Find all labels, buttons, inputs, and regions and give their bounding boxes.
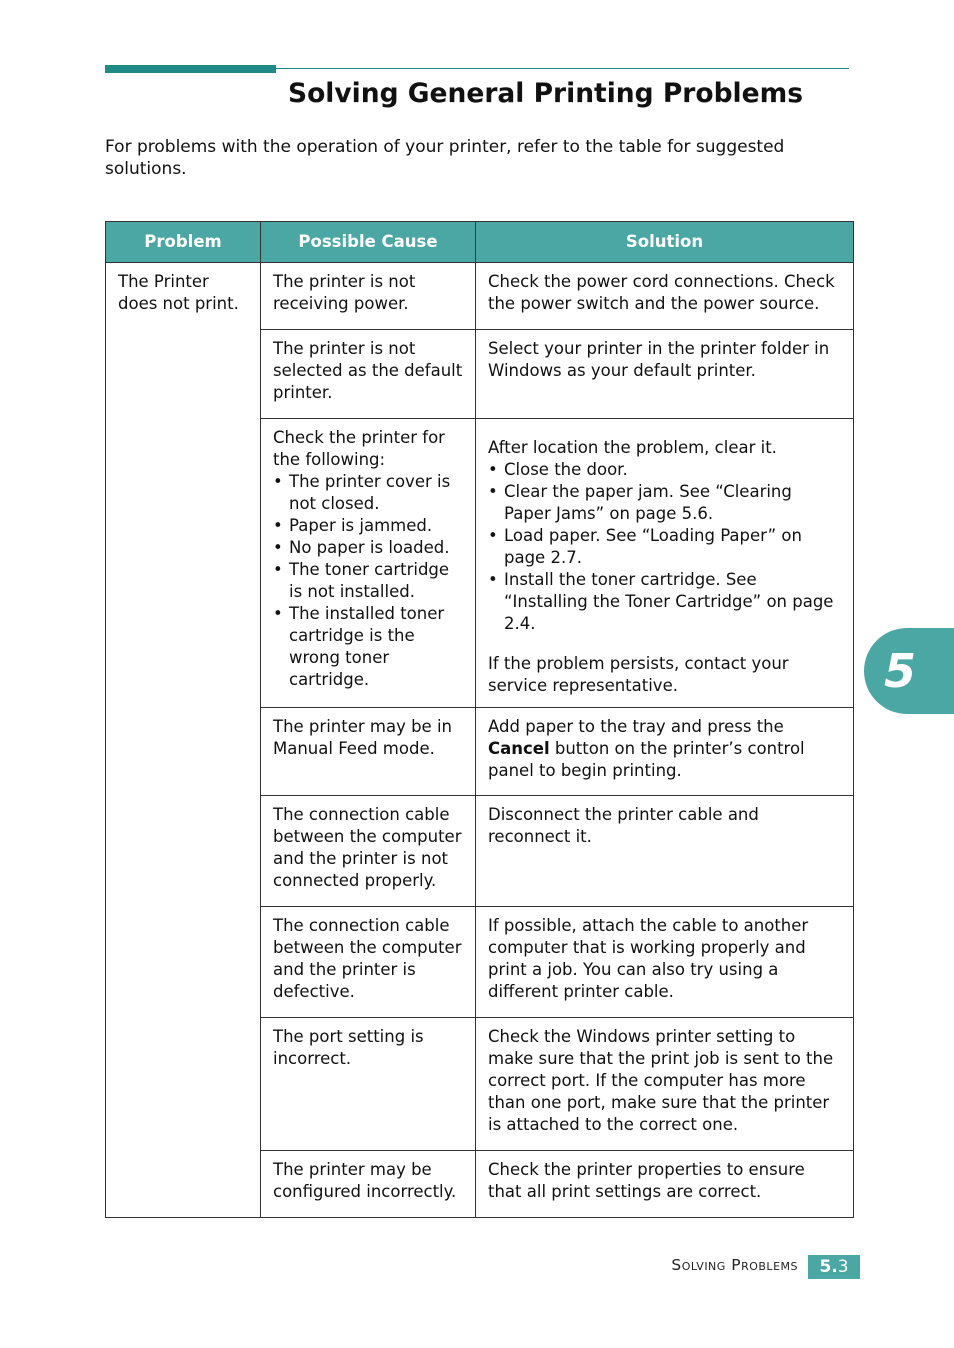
cause-intro: Check the printer for the following: <box>273 428 445 469</box>
chapter-tab: 5 <box>864 628 954 714</box>
cause-cell <box>261 419 476 708</box>
solution-list <box>488 459 841 635</box>
header-problem: Problem <box>106 222 261 263</box>
table-row <box>106 263 854 330</box>
solution-text-pre: Add paper to the tray and press the <box>488 717 784 736</box>
solution-cell: If possible, attach the cable to another computer that is working properly and print a job. You can also try using a different printer cable. <box>476 907 854 1018</box>
cause-cell: The printer is not selected as the default printer. <box>261 330 476 419</box>
header-possible-cause: Possible Cause <box>261 222 476 263</box>
list-item: • Close the door. <box>488 459 841 481</box>
cause-cell: The printer may be configured incorrectly. <box>261 1151 476 1218</box>
cause-cell: The printer is not receiving power. <box>261 263 476 330</box>
list-item: • No paper is loaded. <box>273 537 463 559</box>
footer-section-label: Solving Problems <box>671 1256 798 1274</box>
list-item: • Install the toner cartridge. See “Installing the Toner Cartridge” on page 2.4. <box>488 569 841 635</box>
problem-cell: The Printer does not print. <box>106 263 261 1218</box>
cause-cell: The printer may be in Manual Feed mode. <box>261 708 476 796</box>
list-item: • The toner cartridge is not installed. <box>273 559 463 603</box>
list-item: • Load paper. See “Loading Paper” on page 2.7. <box>488 525 841 569</box>
cause-cell: The port setting is incorrect. <box>261 1018 476 1151</box>
solution-text-post: button on the printer’s control panel to begin printing. <box>488 739 805 780</box>
chapter-number: 5. <box>819 1257 838 1277</box>
page-title: Solving General Printing Problems <box>288 78 803 109</box>
solution-cell: Check the printer properties to ensure that all print settings are correct. <box>476 1151 854 1218</box>
list-item: • The printer cover is not closed. <box>273 471 463 515</box>
header-rule-thick <box>105 65 276 73</box>
list-item: • The installed toner cartridge is the wrong toner cartridge. <box>273 603 463 691</box>
solution-cell <box>476 708 854 796</box>
troubleshooting-table <box>105 221 854 1218</box>
cause-cell: The connection cable between the computer and the printer is defective. <box>261 907 476 1018</box>
table-header-row <box>106 222 854 263</box>
page-number-badge <box>808 1255 860 1279</box>
solution-cell: Disconnect the printer cable and reconnect it. <box>476 796 854 907</box>
solution-cell: Select your printer in the printer folder in Windows as your default printer. <box>476 330 854 419</box>
cancel-button-label: Cancel <box>488 739 550 758</box>
intro-paragraph: For problems with the operation of your printer, refer to the table for suggested solutions. <box>105 137 785 179</box>
page-number: 3 <box>837 1257 849 1277</box>
solution-cell <box>476 419 854 708</box>
header-solution: Solution <box>476 222 854 263</box>
list-item: • Paper is jammed. <box>273 515 463 537</box>
solution-cell: Check the power cord connections. Check the power switch and the power source. <box>476 263 854 330</box>
header-rule-thin <box>276 68 849 69</box>
cause-list <box>273 471 463 691</box>
cause-cell: The connection cable between the computer and the printer is not connected properly. <box>261 796 476 907</box>
solution-cell: Check the Windows printer setting to make sure that the print job is sent to the correct port. If the computer has more than one port, make sure that the printer is attached to the correct one. <box>476 1018 854 1151</box>
list-item: • Clear the paper jam. See “Clearing Paper Jams” on page 5.6. <box>488 481 841 525</box>
solution-outro: If the problem persists, contact your service representative. <box>488 654 789 695</box>
solution-intro: After location the problem, clear it. <box>488 438 777 457</box>
